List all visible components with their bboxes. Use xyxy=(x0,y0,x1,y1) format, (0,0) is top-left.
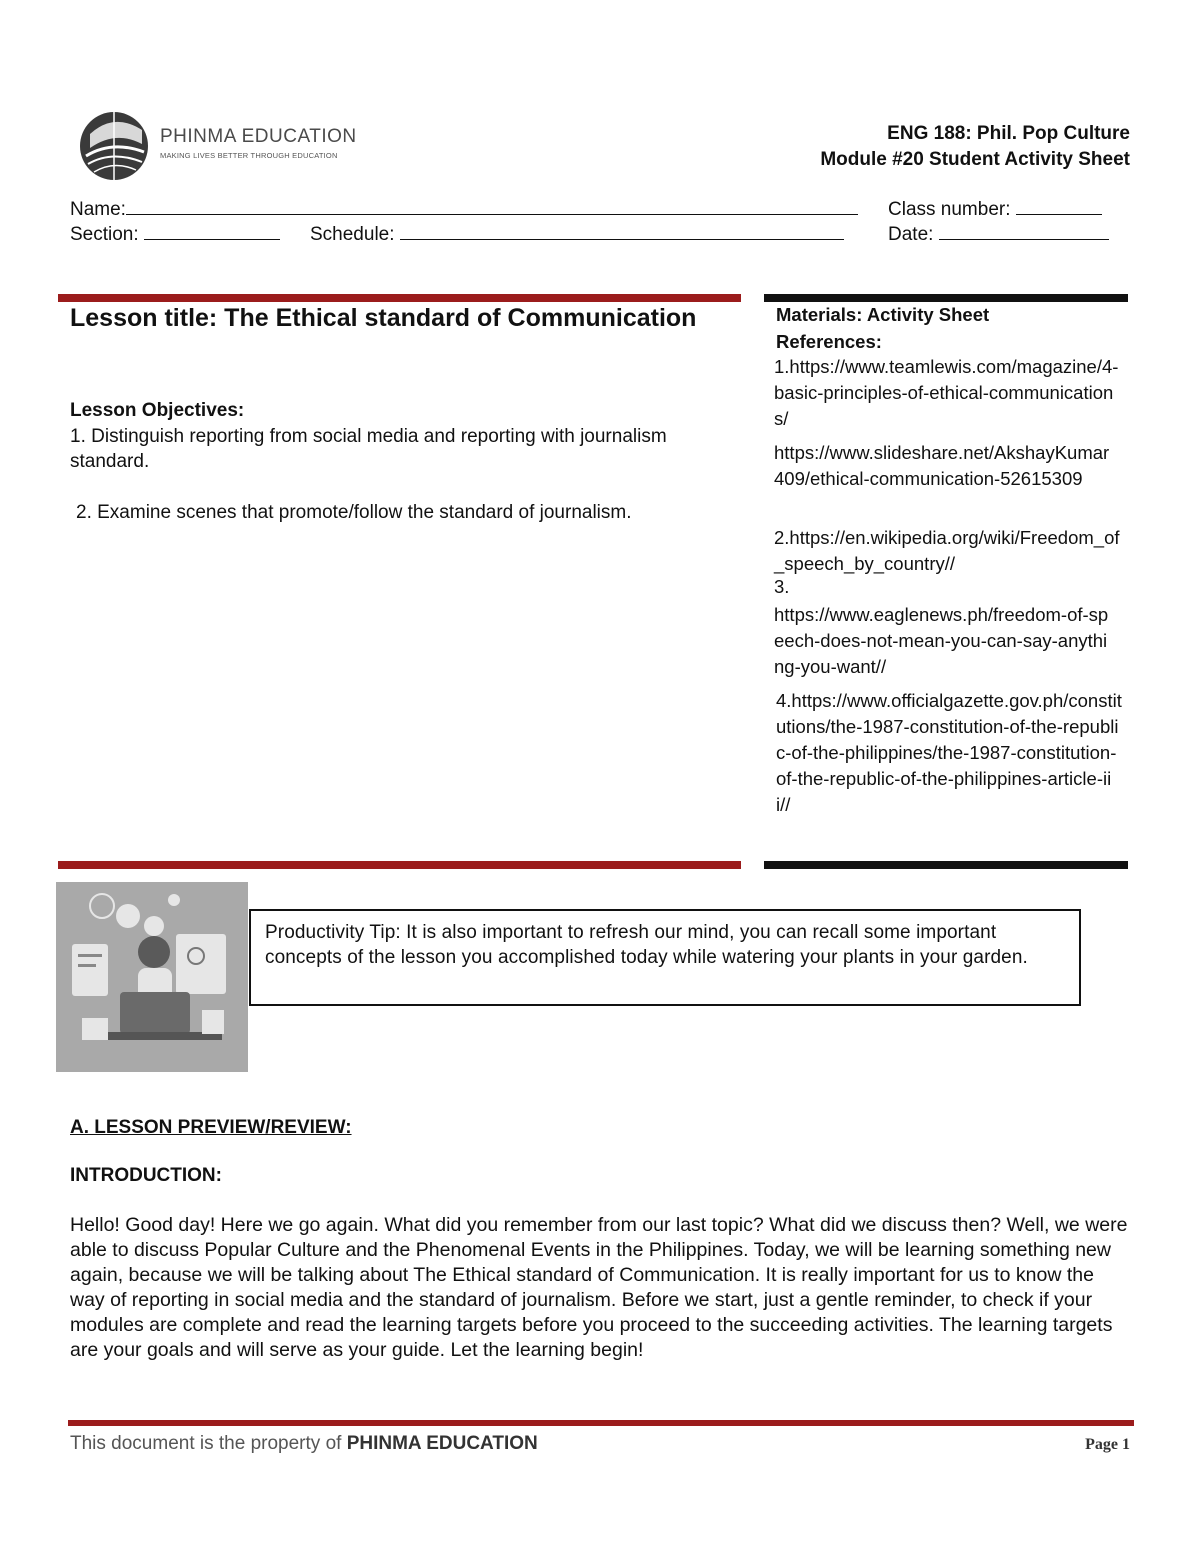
productivity-tip-text: Productivity Tip: It is also important to refresh our mind, you can recall some important concepts of the lesson you accomplished today while watering your plants in your garden. xyxy=(265,922,1028,968)
materials-panel xyxy=(776,303,1126,354)
footer-property-text: This document is the property of xyxy=(70,1433,342,1454)
course-title: ENG 188: Phil. Pop Culture xyxy=(887,123,1130,144)
page-number: Page 1 xyxy=(1085,1436,1130,1453)
objective-2: 2. Examine scenes that promote/follow the standard of journalism. xyxy=(76,502,632,523)
student-laptop-illustration xyxy=(56,882,248,1072)
schedule-label: Schedule: xyxy=(310,224,395,245)
reference-4[interactable]: https://www.eaglenews.ph/freedom-of-speech-does-not-mean-you-can-say-anything-you-want// xyxy=(774,604,1109,677)
class-number-row xyxy=(888,196,1102,222)
course-heading xyxy=(820,121,1130,173)
materials-line: Materials: Activity Sheet xyxy=(776,304,990,325)
date-field[interactable] xyxy=(939,221,1109,240)
introduction-heading: INTRODUCTION: xyxy=(70,1165,222,1186)
name-label: Name: xyxy=(70,199,126,220)
introduction-text: Hello! Good day! Here we go again. What did you remember from our last topic? What did we discuss then? Well, we were able to discuss Popular Culture and the Phenomenal Events in the Philippines. Today, we will be learning something new again, because we will be talking about The Ethical standard of Communication. It is really important for us to know the way of reporting in social media and the standard of journalism. Before we start, just a gentle reminder, to check if your modules are complete and read the learning targets before you proceed to the succeeding activities. The learning targets are your goals and will serve as your guide. Let the learning begin! xyxy=(70,1214,1128,1361)
section-field[interactable] xyxy=(144,221,280,240)
date-row xyxy=(888,221,1109,247)
schedule-field[interactable] xyxy=(400,221,844,240)
lesson-title: Lesson title: The Ethical standard of Communication xyxy=(70,304,697,332)
materials-top-bar xyxy=(764,294,1128,302)
lesson-bottom-bar xyxy=(58,861,741,869)
lesson-top-bar xyxy=(58,294,741,302)
name-row xyxy=(70,196,858,222)
section-row xyxy=(70,221,280,247)
reference-5[interactable]: 4.https://www.officialgazette.gov.ph/constitutions/the-1987-constitution-of-the-republic-of-the-philippines/the-1987-constitution-of-the-republic-of-the-philippines-article-iii// xyxy=(776,690,1122,815)
reference-4-number: 3. xyxy=(774,576,790,597)
reference-3[interactable]: 2.https://en.wikipedia.org/wiki/Freedom_of_speech_by_country// xyxy=(774,527,1120,574)
section-label: Section: xyxy=(70,224,139,245)
module-title: Module #20 Student Activity Sheet xyxy=(820,149,1130,170)
references-heading: References: xyxy=(776,331,882,352)
reference-2[interactable]: https://www.slideshare.net/AkshayKumar409/ethical-communication-52615309 xyxy=(774,442,1110,489)
name-field[interactable] xyxy=(126,196,858,215)
reference-1[interactable]: 1.https://www.teamlewis.com/magazine/4-basic-principles-of-ethical-communications/ xyxy=(774,356,1119,429)
class-number-field[interactable] xyxy=(1016,196,1102,215)
date-label: Date: xyxy=(888,224,934,245)
logo-tagline: MAKING LIVES BETTER THROUGH EDUCATION xyxy=(160,151,338,160)
schedule-row xyxy=(310,221,844,247)
footer-bar xyxy=(68,1420,1134,1426)
objectives-heading: Lesson Objectives: xyxy=(70,400,245,421)
footer-property xyxy=(70,1433,538,1455)
objective-1: 1. Distinguish reporting from social media and reporting with journalism standard. xyxy=(70,426,667,472)
logo-name: PHINMA EDUCATION xyxy=(160,126,357,147)
section-a-heading: A. LESSON PREVIEW/REVIEW: xyxy=(70,1117,352,1138)
materials-bottom-bar xyxy=(764,861,1128,869)
class-number-label: Class number: xyxy=(888,199,1011,220)
footer-property-owner: PHINMA EDUCATION xyxy=(346,1433,538,1454)
